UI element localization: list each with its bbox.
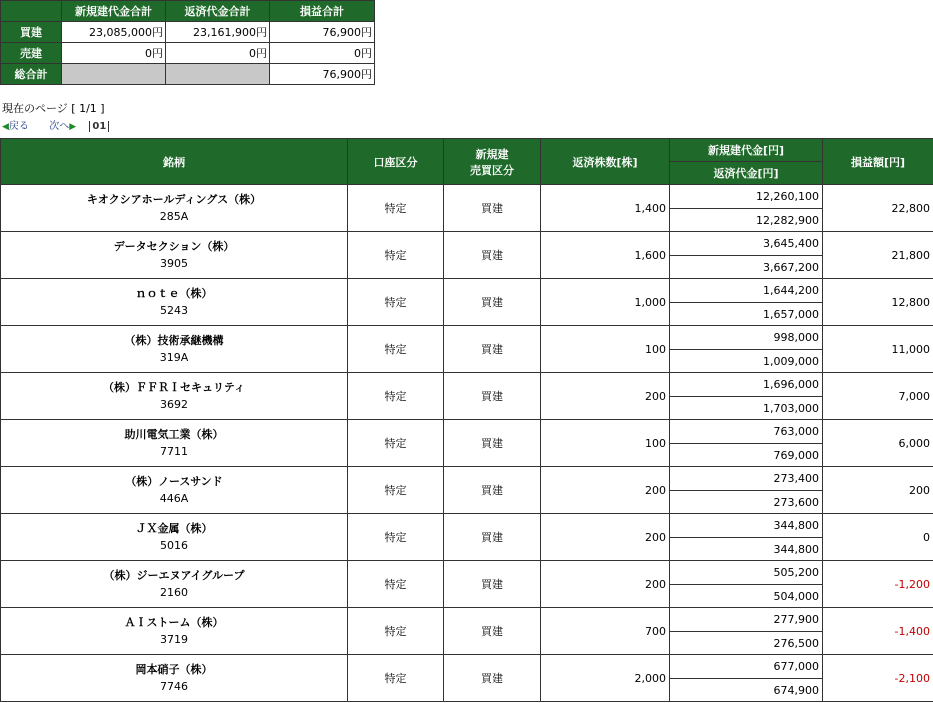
new-amount: 998,000 (670, 326, 823, 350)
new-amount: 3,645,400 (670, 232, 823, 256)
trade-type: 買建 (444, 514, 541, 561)
profit-loss: 12,800 (823, 279, 933, 326)
new-amount: 677,000 (670, 655, 823, 679)
stock-cell (1, 373, 348, 420)
table-row (1, 326, 933, 350)
profit-loss: 7,000 (823, 373, 933, 420)
return-quantity: 200 (541, 467, 670, 514)
new-amount: 1,644,200 (670, 279, 823, 303)
summary-header-row (1, 1, 375, 22)
triangle-left-icon: ◀ (2, 122, 9, 132)
stock-code: 3719 (160, 633, 188, 646)
stock-name: 助川電気工業（株） (124, 428, 224, 441)
summary-table (0, 0, 375, 85)
stock-code: 319A (159, 351, 189, 364)
account-type: 特定 (348, 514, 444, 561)
table-row (1, 185, 933, 209)
profit-loss: 11,000 (823, 326, 933, 373)
account-type: 特定 (348, 279, 444, 326)
table-header-row (1, 139, 933, 162)
table-row (1, 420, 933, 444)
header-quantity: 返済株数[株] (541, 139, 670, 185)
account-type: 特定 (348, 185, 444, 232)
account-type: 特定 (348, 608, 444, 655)
return-quantity: 1,000 (541, 279, 670, 326)
stock-cell (1, 655, 348, 702)
summary-pl-total: 76,900円 (270, 64, 375, 85)
return-quantity: 100 (541, 420, 670, 467)
stock-name: ＪＸ金属（株） (135, 522, 213, 535)
prev-label: 戻る (8, 121, 29, 132)
profit-loss: -1,400 (823, 608, 933, 655)
summary-return-total: 0円 (166, 43, 270, 64)
stock-name: ｎｏｔｅ（株） (135, 287, 213, 300)
profit-loss: -1,200 (823, 561, 933, 608)
positions-table (0, 138, 933, 702)
summary-empty-cell (166, 64, 270, 85)
profit-loss: 22,800 (823, 185, 933, 232)
new-amount: 1,696,000 (670, 373, 823, 397)
return-amount: 3,667,200 (670, 256, 823, 279)
return-quantity: 100 (541, 326, 670, 373)
stock-cell (1, 326, 348, 373)
summary-row-label: 総合計 (1, 64, 62, 85)
summary-pl-total: 76,900円 (270, 22, 375, 43)
trade-type: 買建 (444, 185, 541, 232)
trade-type: 買建 (444, 279, 541, 326)
stock-name: （株）技術承継機構 (124, 334, 224, 347)
return-amount: 769,000 (670, 444, 823, 467)
stock-code: 7746 (160, 680, 188, 693)
trade-type: 買建 (444, 561, 541, 608)
summary-row-label: 買建 (1, 22, 62, 43)
summary-row-grand-total (1, 64, 375, 85)
stock-name: （株）ジーエヌアイグループ (103, 569, 245, 582)
stock-name: ＡＩストーム（株） (124, 616, 224, 629)
next-link[interactable] (49, 121, 76, 132)
trade-type: 買建 (444, 326, 541, 373)
trade-type: 買建 (444, 373, 541, 420)
new-amount: 273,400 (670, 467, 823, 491)
stock-name: キオクシアホールディングス（株） (86, 193, 262, 206)
stock-code: 7711 (160, 445, 188, 458)
table-row (1, 373, 933, 397)
summary-return-total: 23,161,900円 (166, 22, 270, 43)
summary-new-total: 0円 (62, 43, 166, 64)
profit-loss: 0 (823, 514, 933, 561)
next-label: 次へ (49, 121, 70, 132)
return-quantity: 1,600 (541, 232, 670, 279)
account-type: 特定 (348, 326, 444, 373)
stock-code: 446A (159, 492, 189, 505)
account-type: 特定 (348, 467, 444, 514)
return-amount: 344,800 (670, 538, 823, 561)
return-amount: 273,600 (670, 491, 823, 514)
summary-pl-total: 0円 (270, 43, 375, 64)
return-quantity: 200 (541, 373, 670, 420)
trade-type: 買建 (444, 655, 541, 702)
new-amount: 344,800 (670, 514, 823, 538)
trade-type: 買建 (444, 232, 541, 279)
stock-cell (1, 467, 348, 514)
new-amount: 763,000 (670, 420, 823, 444)
summary-row-label: 売建 (1, 43, 62, 64)
page-link-01[interactable]: 01 (89, 121, 109, 132)
stock-name: （株）ＦＦＲＩセキュリティ (103, 381, 245, 394)
header-trade-type-line2: 売買区分 (470, 163, 514, 177)
new-amount: 277,900 (670, 608, 823, 632)
table-row (1, 232, 933, 256)
stock-name: データセクション（株） (113, 240, 235, 253)
header-account: 口座区分 (348, 139, 444, 185)
account-type: 特定 (348, 232, 444, 279)
header-new-amount: 新規建代金[円] (670, 139, 823, 162)
stock-name: （株）ノースサンド (125, 475, 223, 488)
account-type: 特定 (348, 561, 444, 608)
summary-new-total: 23,085,000円 (62, 22, 166, 43)
profit-loss: -2,100 (823, 655, 933, 702)
header-trade-type-line1: 新規建 (475, 147, 509, 161)
new-amount: 505,200 (670, 561, 823, 585)
trade-type: 買建 (444, 467, 541, 514)
return-amount: 674,900 (670, 679, 823, 702)
return-quantity: 2,000 (541, 655, 670, 702)
return-quantity: 200 (541, 561, 670, 608)
summary-header-pl-total: 損益合計 (270, 1, 375, 22)
return-amount: 276,500 (670, 632, 823, 655)
account-type: 特定 (348, 373, 444, 420)
header-return-amount: 返済代金[円] (670, 162, 823, 185)
stock-name: 岡本硝子（株） (135, 663, 213, 676)
return-quantity: 1,400 (541, 185, 670, 232)
stock-cell (1, 561, 348, 608)
stock-code: 2160 (160, 586, 188, 599)
profit-loss: 6,000 (823, 420, 933, 467)
stock-code: 3692 (160, 398, 188, 411)
return-amount: 12,282,900 (670, 209, 823, 232)
table-row (1, 279, 933, 303)
return-quantity: 200 (541, 514, 670, 561)
table-row (1, 514, 933, 538)
summary-header-corner (1, 1, 62, 22)
header-name: 銘柄 (1, 139, 348, 185)
table-row (1, 467, 933, 491)
return-amount: 504,000 (670, 585, 823, 608)
summary-row-buy (1, 22, 375, 43)
stock-code: 285A (159, 210, 189, 223)
summary-header-return-total: 返済代金合計 (166, 1, 270, 22)
prev-link[interactable] (2, 121, 29, 132)
stock-cell (1, 185, 348, 232)
table-row (1, 561, 933, 585)
stock-cell (1, 232, 348, 279)
stock-code: 5243 (160, 304, 188, 317)
stock-code: 5016 (160, 539, 188, 552)
return-amount: 1,009,000 (670, 350, 823, 373)
header-pl: 損益額[円] (823, 139, 933, 185)
stock-cell (1, 514, 348, 561)
triangle-right-icon: ▶ (69, 122, 77, 132)
return-quantity: 700 (541, 608, 670, 655)
stock-cell (1, 420, 348, 467)
trade-type: 買建 (444, 608, 541, 655)
stock-cell (1, 608, 348, 655)
profit-loss: 200 (823, 467, 933, 514)
stock-code: 3905 (160, 257, 188, 270)
summary-empty-cell (62, 64, 166, 85)
table-row (1, 608, 933, 632)
stock-cell (1, 279, 348, 326)
pagination (2, 117, 109, 133)
summary-row-sell (1, 43, 375, 64)
profit-loss: 21,800 (823, 232, 933, 279)
account-type: 特定 (348, 655, 444, 702)
return-amount: 1,703,000 (670, 397, 823, 420)
return-amount: 1,657,000 (670, 303, 823, 326)
header-trade-type (444, 139, 541, 185)
new-amount: 12,260,100 (670, 185, 823, 209)
table-row (1, 655, 933, 679)
trade-type: 買建 (444, 420, 541, 467)
account-type: 特定 (348, 420, 444, 467)
current-page-text: 現在のページ [ 1/1 ] (2, 102, 105, 115)
summary-header-new-total: 新規建代金合計 (62, 1, 166, 22)
